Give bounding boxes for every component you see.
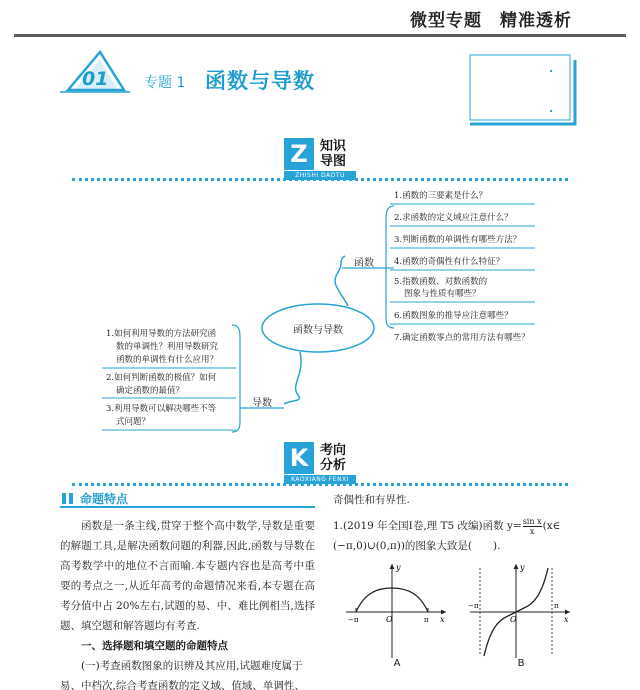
fraction-numerator: sin x — [522, 516, 542, 526]
derivative-item: 式问题？ — [116, 417, 151, 427]
topic-banner — [60, 50, 635, 130]
right-column — [333, 490, 588, 556]
running-title: 微型专题 精准透析 — [410, 11, 572, 31]
mind-map-lines — [0, 190, 640, 440]
section-pinyin-knowledge: ZHISHI DAOTU — [284, 171, 356, 180]
fraction-denominator: x — [529, 526, 535, 536]
derivative-item: 3.利用导数可以解决哪些不等 — [106, 404, 217, 414]
derivative-item: 函数的单调性有什么应用？ — [116, 355, 219, 365]
function-item: 7.确定函数零点的常用方法有哪些？ — [394, 333, 530, 343]
section-letter-k: K — [284, 442, 314, 474]
topic-number: 01 — [82, 68, 109, 90]
graph-b-y-axis-label: y — [520, 563, 525, 572]
section-head-knowledge — [284, 138, 364, 180]
derivative-item: 确定函数的最值？ — [116, 386, 185, 396]
topic-label: 专题 1 — [144, 75, 186, 91]
question-line-2: (−π,0)∪(0,π))的图象大致是( ). — [333, 540, 501, 552]
branch-derivative: 导数 — [252, 398, 272, 409]
derivative-item: 数的单调性？利用导数研究 — [116, 342, 219, 352]
question-line — [333, 516, 588, 536]
continuation-text: 奇偶性和有界性. — [333, 494, 410, 506]
section-pinyin-analysis: KAOXIANG FENXI — [284, 475, 356, 484]
graph-b-neg-pi-label: −π — [468, 602, 479, 610]
function-item: 3.判断函数的单调性有哪些方法？ — [394, 235, 522, 245]
mind-map — [0, 190, 640, 440]
graph-b-plot — [466, 560, 576, 660]
graph-b-origin-label: O — [510, 615, 517, 624]
graph-a-y-axis-label: y — [396, 563, 401, 572]
section-title-knowledge: 知识导图 — [320, 139, 347, 169]
topic-title: 函数与导数 — [205, 69, 315, 93]
branch-function: 函数 — [354, 258, 374, 269]
section-letter-z: Z — [284, 138, 314, 170]
derivative-item: 1.如何利用导数的方法研究函 — [106, 329, 217, 339]
header-rule — [14, 34, 626, 37]
graph-option-a — [342, 560, 452, 672]
features-paragraph-2: (一)考查函数图象的识辨及其应用,试题难度属于易、中档次,综合考查函数的定义域、值域、单调性、 — [60, 660, 305, 690]
graph-a-x-axis-label: x — [440, 615, 445, 624]
features-paragraph: 函数是一条主线,贯穿于整个高中数学,导数是重要的解题工具,是解决函数问题的利器,因此,函数与导数在高考数学中的地位不言而喻.本专题内容也是高考中重要的考点之一,从近年高考的命题情况来看,本专题在高考分值中占 20%左右,试题的易、中、难比例相当,选择题、填空题和解答题均有考查. — [60, 520, 315, 632]
heading-marker-icon — [62, 493, 73, 504]
fraction — [523, 517, 542, 536]
graph-a-pos-pi-label: π — [424, 616, 429, 624]
question-tail: (x∈ — [542, 520, 561, 532]
function-item: 5.指数函数、对数函数的 — [394, 277, 488, 287]
mind-map-center: 函数与导数 — [293, 325, 343, 336]
section-title-analysis: 考向分析 — [320, 443, 347, 473]
section-head-analysis — [284, 442, 364, 484]
dotted-rule-knowledge — [72, 178, 568, 181]
left-column — [60, 490, 315, 690]
features-heading — [60, 490, 315, 508]
graph-b-pos-pi-label: π — [554, 602, 559, 610]
function-item: 6.函数图象的推导应注意哪些？ — [394, 311, 513, 321]
function-item: 2.求函数的定义域应注意什么？ — [394, 213, 513, 223]
graph-b-label: B — [517, 658, 525, 669]
derivative-item: 2.如何判断函数的极值？如何 — [106, 373, 217, 383]
graph-a-origin-label: O — [386, 615, 393, 624]
dotted-rule-analysis — [72, 483, 568, 486]
features-subheading: 一、选择题和填空题的命题特点 — [81, 640, 228, 652]
graph-b-x-axis-label: x — [564, 615, 569, 624]
graph-a-label: A — [393, 658, 401, 669]
function-item: 1.函数的三要素是什么？ — [394, 191, 488, 201]
graph-a-plot — [342, 560, 452, 660]
function-item: 图象与性质有哪些？ — [404, 289, 481, 299]
graph-option-b — [466, 560, 576, 672]
graph-a-neg-pi-label: −π — [348, 616, 359, 624]
function-item: 4.函数的奇偶性有什么特征？ — [394, 257, 505, 267]
question-text: 1.(2019 年全国Ⅰ卷,理 T5 改编)函数 y= — [333, 520, 522, 532]
features-heading-label: 命题特点 — [80, 492, 129, 506]
